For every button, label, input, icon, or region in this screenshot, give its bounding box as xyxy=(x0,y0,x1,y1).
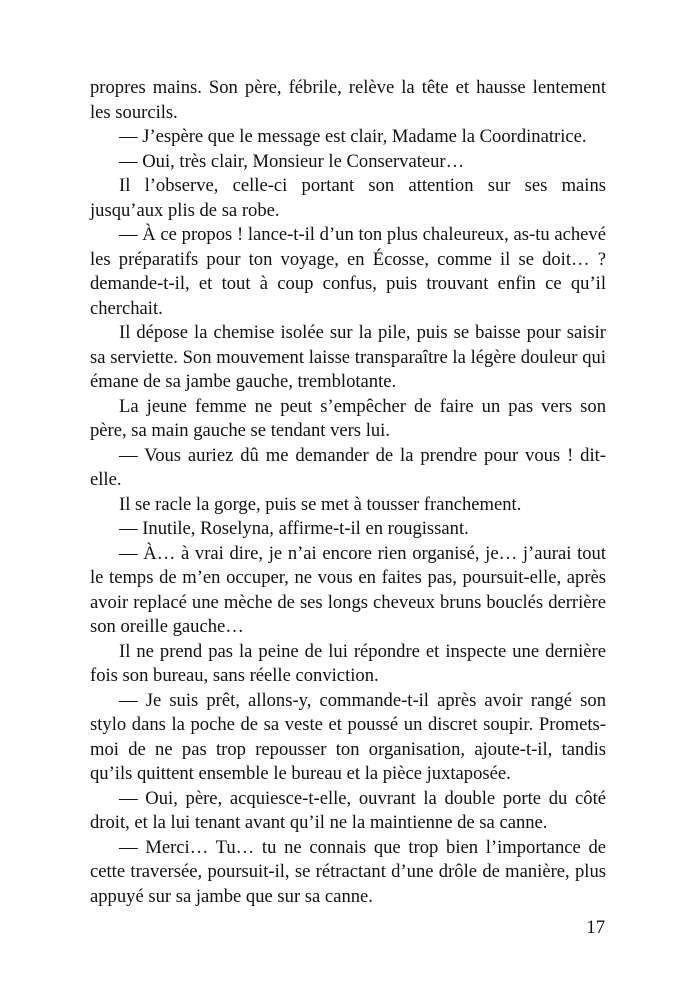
paragraph-10: — Inutile, Roselyna, affirme-t-il en rougissant. xyxy=(119,518,469,539)
paragraph-12: Il ne prend pas la peine de lui répondre et inspecte une dernière fois son bureau, sans réelle conviction. xyxy=(90,640,606,686)
paragraph-14: — Oui, père, acquiesce-t-elle, ouvrant la double porte du côté droit, et la lui tenant avant qu’il ne la maintienne de sa canne. xyxy=(90,787,606,833)
paragraph-1: propres mains. Son père, fébrile, relève la tête et hausse lentement les sourcils. xyxy=(90,77,606,123)
paragraph-4: Il l’observe, celle-ci portant son attention sur ses mains jusqu’aux plis de sa robe. xyxy=(90,175,606,221)
paragraph-8: — Vous auriez dû me demander de la prendre pour vous ! dit-elle. xyxy=(90,444,606,490)
paragraph-15: — Merci… Tu… tu ne connais que trop bien l’importance de cette traversée, poursuit-il, se rétractant d’une drôle de manière, plus appuyé sur sa jambe que sur sa canne. xyxy=(90,836,606,907)
paragraph-13: — Je suis prêt, allons-y, commande-t-il après avoir rangé son stylo dans la poche de sa veste et poussé un discret soupir. Promets-moi de ne pas trop repousser ton organisation, ajoute-t-il, tandis qu’ils quittent ensemble le bureau et la pièce juxtaposée. xyxy=(90,689,606,784)
page-number: 17 xyxy=(586,917,605,938)
body-text xyxy=(90,76,606,909)
paragraph-5: — À ce propos ! lance-t-il d’un ton plus chaleureux, as-tu achevé les préparatifs pour ton voyage, en Écosse, comme il se doit… ? demande-t-il, et tout à coup confus, puis trouvant enfin ce qu’il cherchait. xyxy=(90,224,606,319)
paragraph-9: Il se racle la gorge, puis se met à tousser franchement. xyxy=(119,493,522,515)
paragraph-3: — Oui, très clair, Monsieur le Conservateur… xyxy=(119,150,465,172)
paragraph-2: — J’espère que le message est clair, Madame la Coordinatrice. xyxy=(119,126,587,147)
paragraph-7: La jeune femme ne peut s’empêcher de faire un pas vers son père, sa main gauche se tendant vers lui. xyxy=(90,395,606,441)
paragraph-11: — À… à vrai dire, je n’ai encore rien organisé, je… j’aurai tout le temps de m’en occuper, ne vous en faites pas, poursuit-elle, après avoir replacé une mèche de ses longs cheveux bruns bouclés derrière son oreille gauche… xyxy=(90,542,606,637)
paragraph-6: Il dépose la chemise isolée sur la pile, puis se baisse pour saisir sa serviette. Son mouvement laisse transparaître la légère douleur qui émane de sa jambe gauche, tremblotante. xyxy=(90,322,606,392)
